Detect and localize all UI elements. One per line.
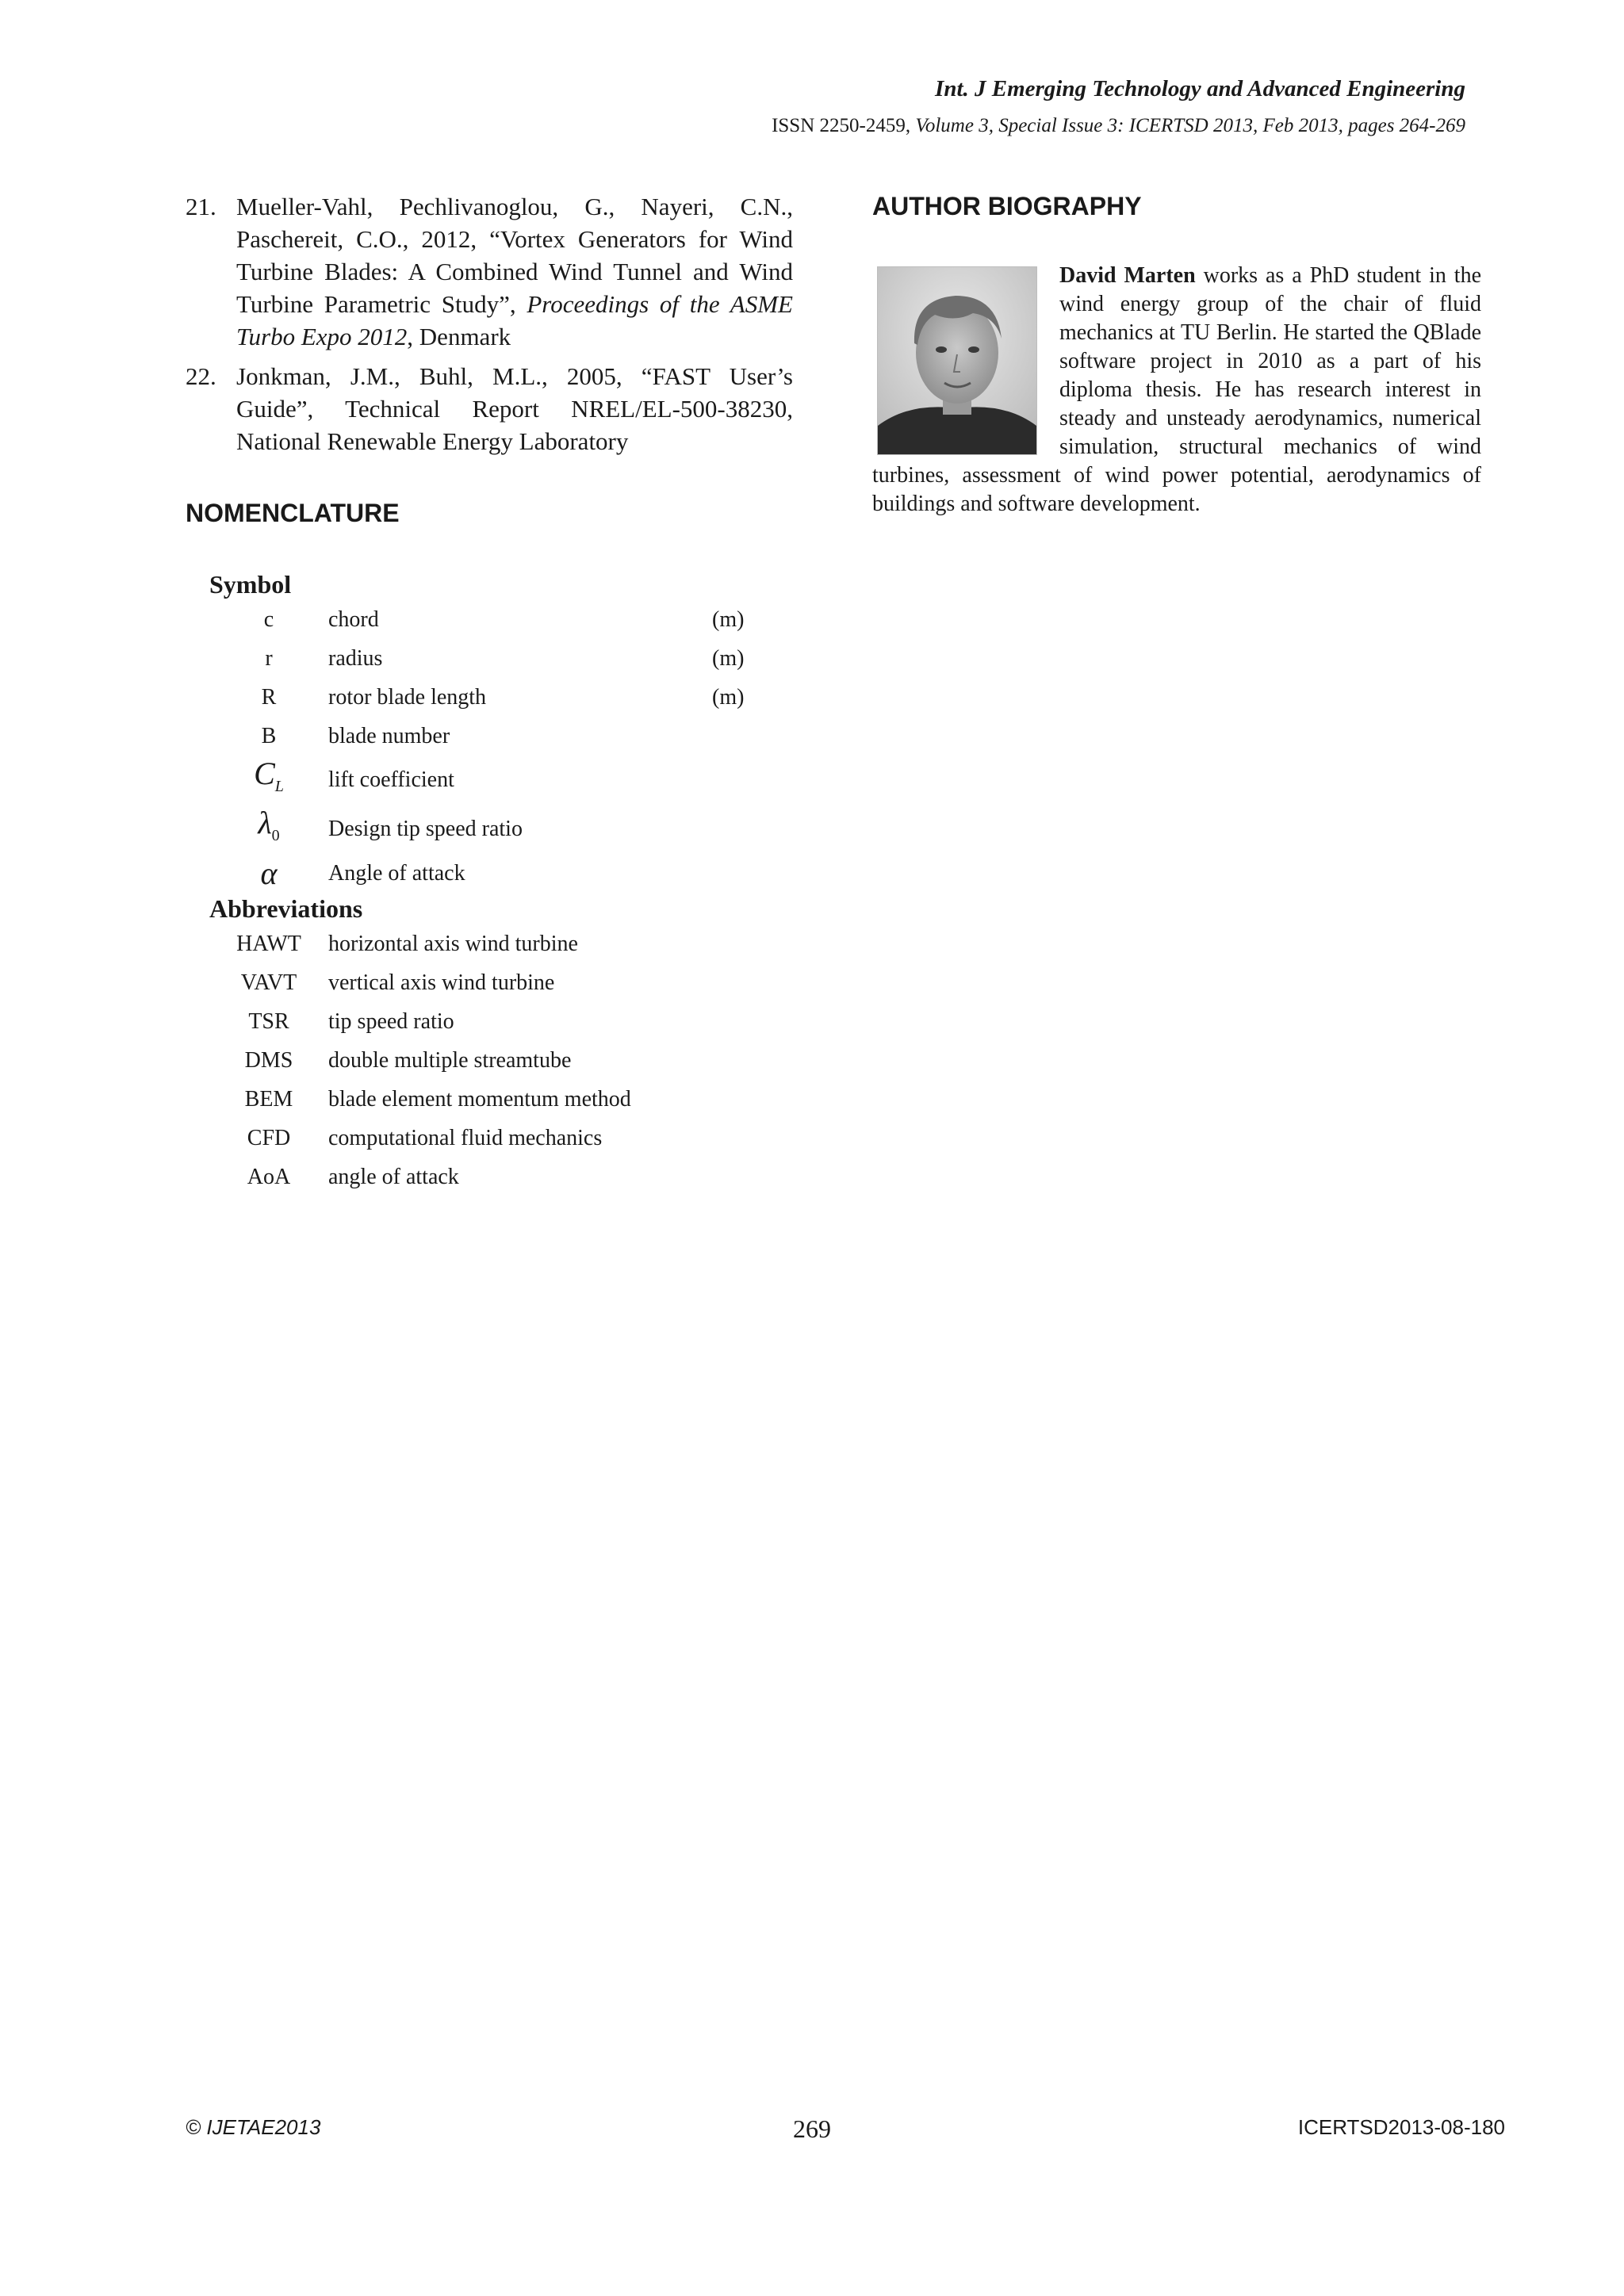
reference-number: 22. — [186, 362, 216, 390]
symbol-unit: (m) — [712, 684, 745, 710]
abbreviation-description: vertical axis wind turbine — [328, 970, 555, 995]
symbol-description: radius — [328, 645, 383, 671]
biography-block — [872, 262, 1481, 519]
author-name: David Marten — [1059, 263, 1196, 288]
symbol-row — [186, 639, 793, 678]
symbol-heading: Symbol — [209, 570, 292, 599]
symbol-row — [186, 805, 793, 854]
abbreviation-row — [186, 1002, 793, 1041]
abbreviation: TSR — [248, 1008, 289, 1034]
symbol-description: lift coefficient — [328, 767, 454, 792]
symbol: B — [261, 723, 277, 748]
nomenclature-heading: NOMENCLATURE — [186, 499, 400, 527]
abbreviation-description: tip speed ratio — [328, 1008, 454, 1034]
page-number: 269 — [793, 2114, 831, 2143]
reference-item — [186, 360, 793, 457]
abbreviation: DMS — [244, 1047, 293, 1073]
abbreviation-description: horizontal axis wind turbine — [328, 931, 578, 956]
reference-text: Mueller-Vahl, Pechlivanoglou, G., Nayeri, C.N., Paschereit, C.O., 2012, “Vortex Generators for Wind Turbine Blades: A Combined Wind Tunnel and Wind Turbine Parametric Study”, Proceedings of the ASME Turbo Expo 2012, Denmark — [236, 193, 793, 350]
abbreviation-table — [186, 924, 793, 1196]
abbreviation: VAVT — [240, 970, 297, 995]
biography-heading: AUTHOR BIOGRAPHY — [872, 192, 1142, 220]
reference-item — [186, 190, 793, 353]
reference-text: Jonkman, J.M., Buhl, M.L., 2005, “FAST User’s Guide”, Technical Report NREL/EL-500-38230, National Renewable Energy Laboratory — [236, 362, 793, 455]
symbol-tip-speed-ratio: $\lambda_0$ — [258, 805, 280, 844]
abbreviation-row — [186, 963, 793, 1002]
issn: ISSN 2250-2459, — [772, 115, 911, 136]
symbol-description: rotor blade length — [328, 684, 487, 710]
abbreviation: BEM — [244, 1086, 293, 1112]
symbol-row — [186, 600, 793, 639]
footer-copyright: © IJETAE2013 — [186, 2115, 321, 2139]
symbol-table — [186, 600, 793, 893]
abbreviation-description: double multiple streamtube — [328, 1047, 572, 1073]
symbol: r — [265, 645, 273, 671]
abbreviation-row — [186, 1080, 793, 1119]
abbreviation-row — [186, 1041, 793, 1080]
biography-text: David Marten works as a PhD student in the wind energy group of the chair of fluid mechanics at TU Berlin. He started the QBlade software project in 2010 as a part of his diploma thesis. He has research interest in steady and unsteady aerodynamics, numerical simulation, structural mechanics of wind turbines, assessment of wind power potential, aerodynamics of buildings and software development. — [872, 263, 1481, 516]
author-photo — [877, 266, 1037, 455]
abbreviation: AoA — [247, 1164, 291, 1189]
journal-name: Int. J Emerging Technology and Advanced Engineering — [935, 76, 1465, 101]
symbol-description: Design tip speed ratio — [328, 817, 523, 841]
footer-paper-id: ICERTSD2013-08-180 — [1297, 2115, 1505, 2139]
symbol: R — [261, 684, 277, 710]
abbreviations-heading: Abbreviations — [209, 894, 363, 923]
symbol-row — [186, 678, 793, 717]
abbreviation-row — [186, 1158, 793, 1196]
abbreviation-description: angle of attack — [328, 1164, 459, 1189]
symbol-unit: (m) — [712, 645, 745, 671]
symbol-lift-coefficient: $C_L$ — [254, 756, 284, 795]
abbreviation: CFD — [247, 1125, 291, 1150]
abbreviation-description: computational fluid mechanics — [328, 1125, 603, 1150]
symbol: c — [263, 607, 274, 632]
symbol-row — [186, 717, 793, 756]
left-column — [186, 190, 793, 1196]
symbol-description: blade number — [328, 723, 450, 748]
symbol-row — [186, 756, 793, 805]
symbol-angle-of-attack: α — [260, 855, 278, 891]
abbreviation: HAWT — [236, 931, 301, 956]
abbreviation-row — [186, 1119, 793, 1158]
symbol-unit: (m) — [712, 607, 745, 632]
issue-info: Volume 3, Special Issue 3: ICERTSD 2013, Feb 2013, pages 264-269 — [915, 115, 1465, 136]
symbol-description: Angle of attack — [328, 860, 465, 886]
symbol-row — [186, 854, 793, 893]
abbreviation-description: blade element momentum method — [328, 1086, 631, 1112]
journal-issue — [772, 106, 1465, 146]
reference-venue: Proceedings of the ASME Turbo Expo 2012 — [236, 290, 793, 350]
symbol-description: chord — [328, 607, 379, 632]
abbreviation-row — [186, 924, 793, 963]
right-column — [872, 190, 1481, 519]
running-head — [772, 71, 1465, 146]
reference-number: 21. — [186, 193, 216, 220]
